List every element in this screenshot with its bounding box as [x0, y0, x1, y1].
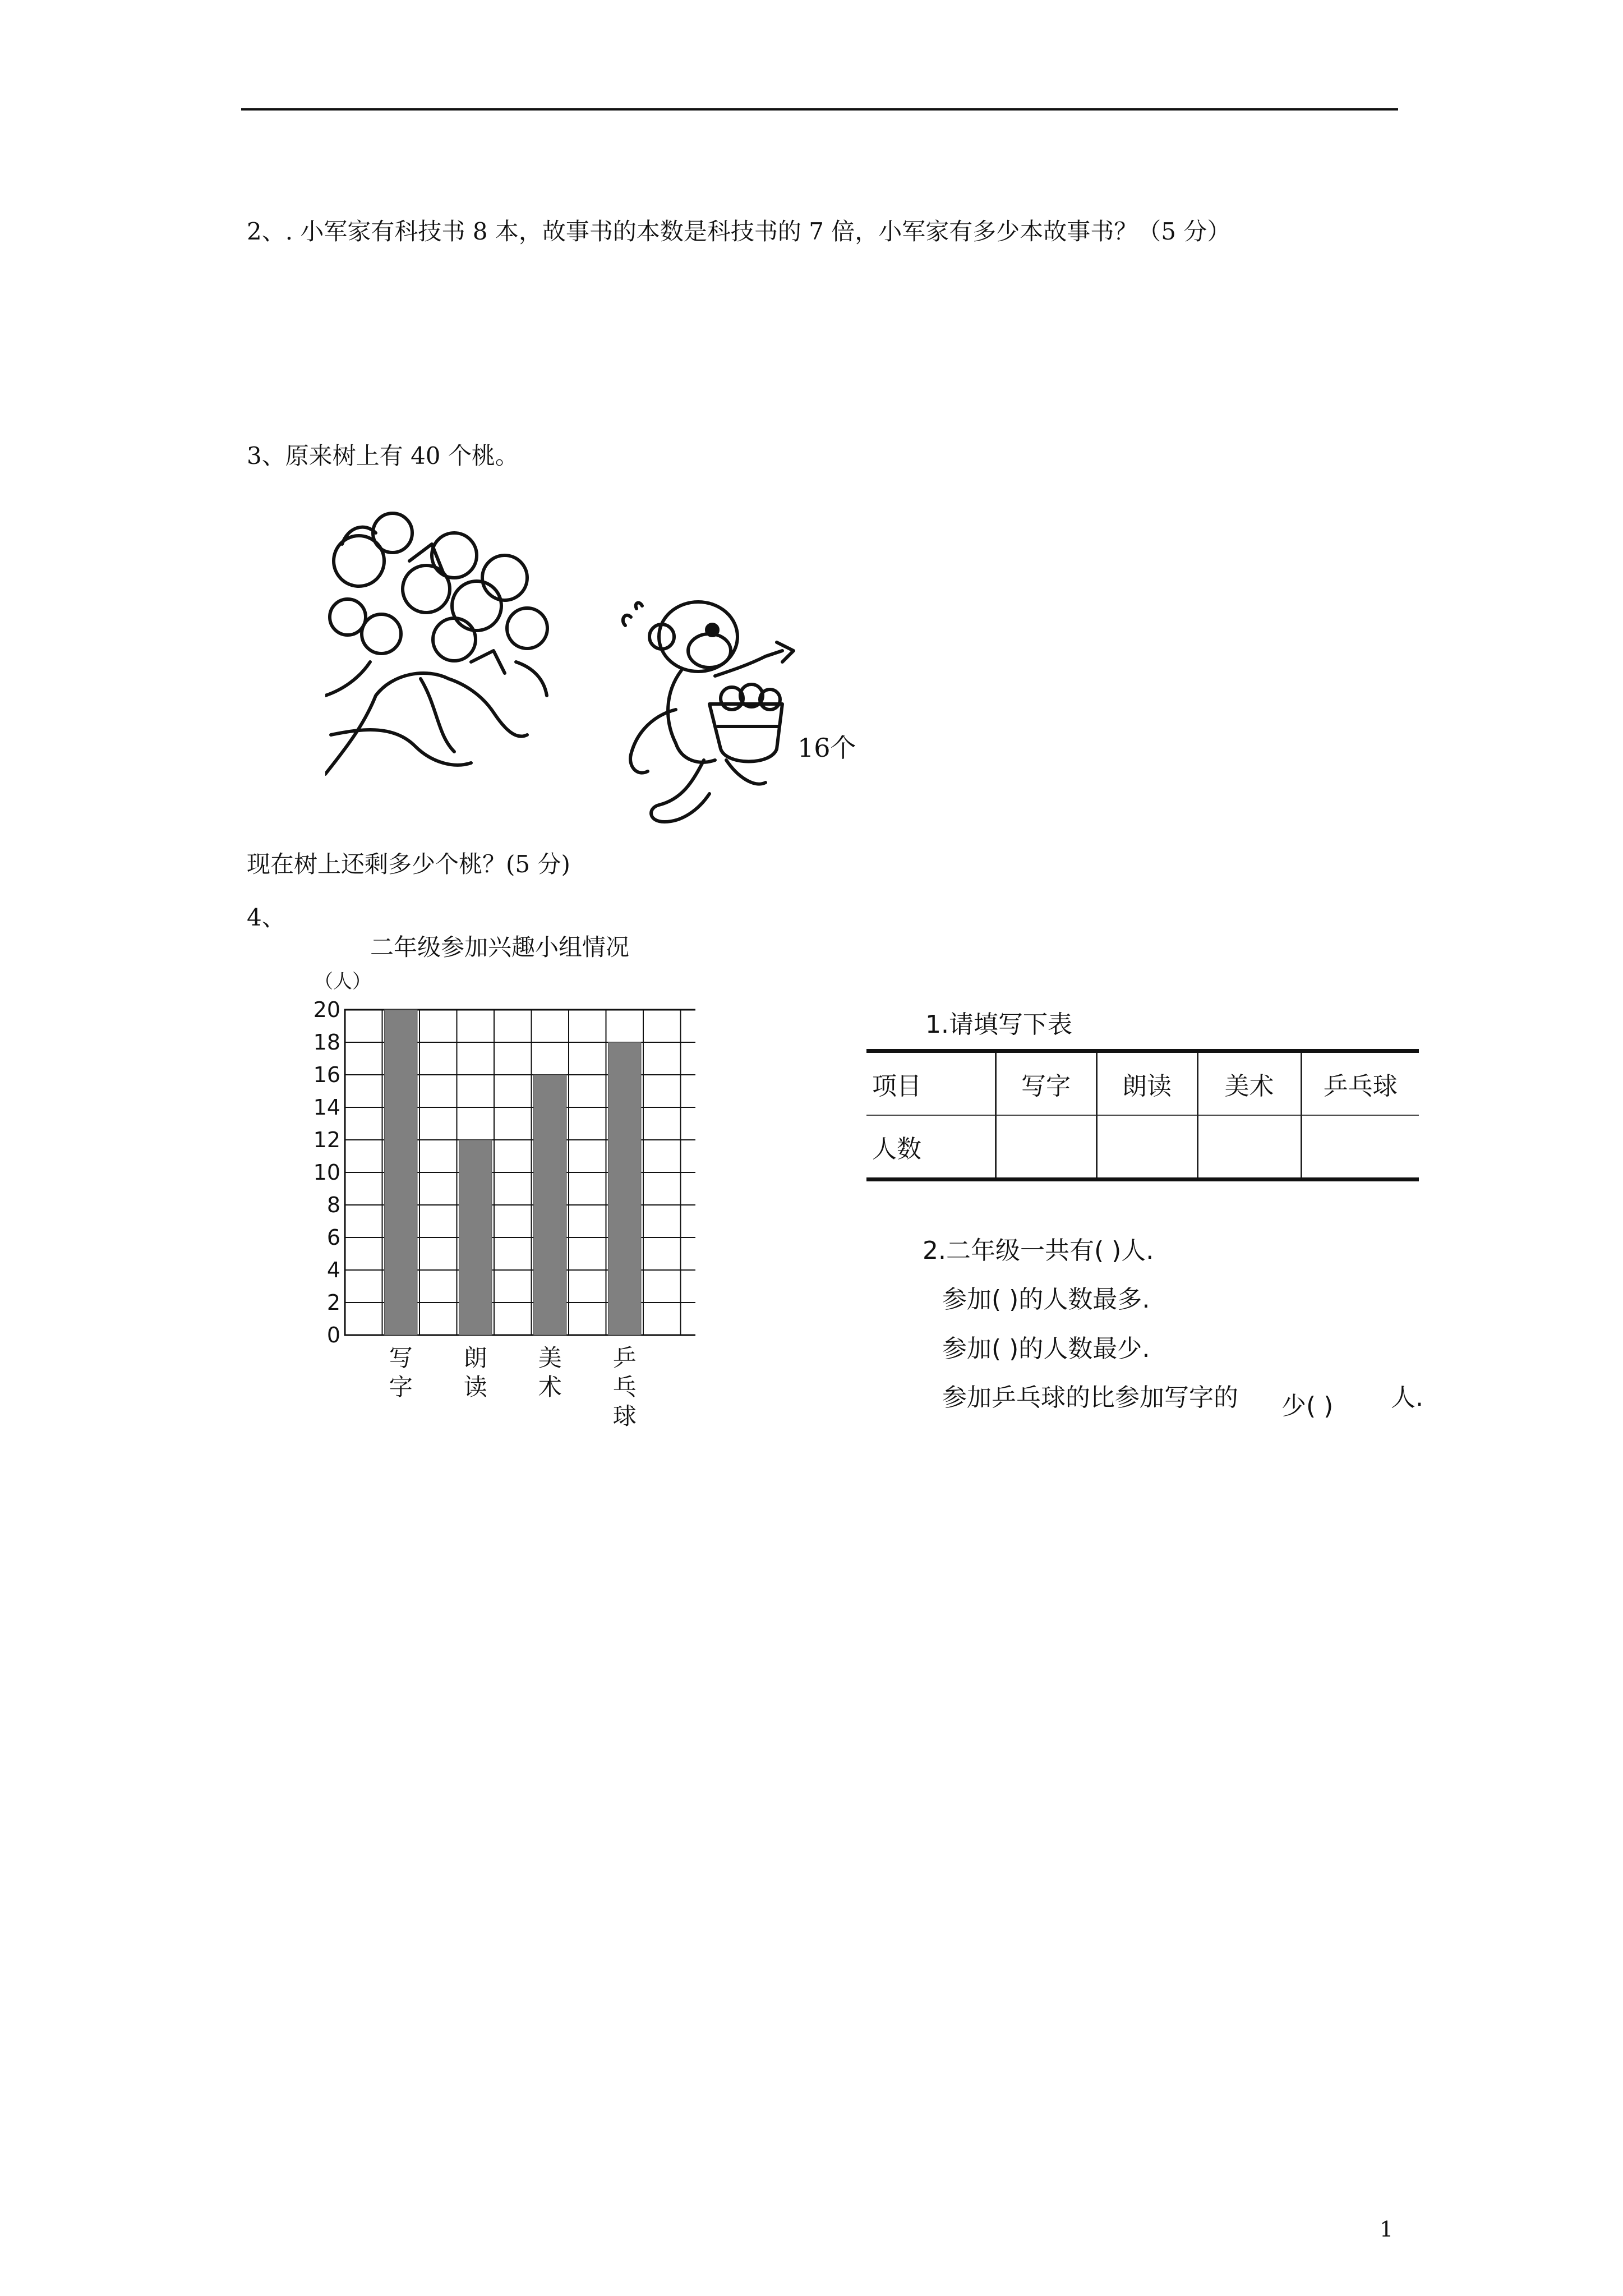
- x-category-label: [613, 1344, 637, 1430]
- picked-count-label: 16个: [797, 733, 856, 763]
- fill-line-compare-part1: 参加乒乓球的比参加写字的: [942, 1383, 1238, 1412]
- table-instruction: 1.请填写下表: [925, 1010, 1072, 1039]
- bar-美术: [534, 1075, 567, 1335]
- x-category-char: 读: [463, 1373, 487, 1401]
- question-3-text: 3、原来树上有 40 个桃。: [247, 442, 519, 470]
- table-header-row: [866, 1051, 1419, 1116]
- bar-chart: [292, 987, 695, 1470]
- fill-line-least: 参加( )的人数最少.: [942, 1335, 1150, 1363]
- y-tick-label: 4: [326, 1258, 340, 1282]
- x-category-label: [464, 1344, 487, 1401]
- bar-写字: [385, 1010, 418, 1335]
- question-3-prompt: 现在树上还剩多少个桃？(5 分): [247, 850, 570, 878]
- x-category-char: 球: [612, 1402, 637, 1430]
- y-tick-label: 2: [326, 1290, 340, 1315]
- monkey-with-basket-illustration: [614, 597, 816, 827]
- table-header-cell: 写字: [995, 1051, 1096, 1116]
- answer-cell[interactable]: [1197, 1115, 1301, 1180]
- y-tick-label: 18: [313, 1030, 340, 1055]
- x-category-char: 乓: [612, 1373, 637, 1401]
- x-category-char: 美: [538, 1344, 562, 1372]
- table-answer-row: [866, 1115, 1419, 1180]
- fill-line-compare-part2: 少( ): [1281, 1392, 1334, 1420]
- fill-line-most: 参加( )的人数最多.: [942, 1285, 1150, 1314]
- x-category-char: 朗: [463, 1344, 487, 1372]
- x-category-label: [538, 1344, 562, 1401]
- bar-乒乓球: [608, 1042, 642, 1335]
- page-number: 1: [1380, 2217, 1394, 2242]
- header-rule: [241, 108, 1398, 111]
- y-tick-label: 14: [313, 1095, 340, 1120]
- y-tick-label: 16: [313, 1062, 340, 1087]
- y-tick-label: 12: [313, 1128, 340, 1152]
- fill-line-total: 2.二年级一共有( )人.: [923, 1236, 1154, 1265]
- y-tick-label: 20: [313, 997, 340, 1022]
- chart-title: 二年级参加兴趣小组情况: [370, 933, 630, 961]
- fill-line-compare-part3: 人.: [1391, 1383, 1423, 1412]
- question-4-number: 4、: [247, 904, 285, 931]
- y-axis-unit-label: （人）: [314, 970, 371, 993]
- answer-cell[interactable]: [1096, 1115, 1197, 1180]
- table-header-cell: 美术: [1197, 1051, 1301, 1116]
- table-header-cell: 项目: [866, 1051, 995, 1116]
- x-category-char: 字: [389, 1373, 413, 1401]
- answer-cell[interactable]: [995, 1115, 1096, 1180]
- y-tick-label: 6: [326, 1225, 340, 1250]
- x-category-label: [389, 1344, 413, 1401]
- y-tick-label: 0: [326, 1323, 340, 1347]
- x-category-char: 术: [538, 1373, 562, 1401]
- answer-cell[interactable]: [1301, 1115, 1419, 1180]
- fill-table: [866, 1049, 1419, 1181]
- table-header-cell: 乒乓球: [1301, 1051, 1419, 1116]
- x-category-char: 写: [389, 1344, 413, 1372]
- table-row-label: 人数: [866, 1115, 995, 1180]
- y-tick-label: 8: [326, 1193, 340, 1217]
- bar-朗读: [459, 1140, 492, 1335]
- peach-tree-illustration: [325, 510, 561, 780]
- x-category-char: 乒: [612, 1344, 637, 1372]
- y-tick-label: 10: [313, 1160, 340, 1185]
- table-header-cell: 朗读: [1096, 1051, 1197, 1116]
- question-2: 2、. 小军家有科技书 8 本，故事书的本数是科技书的 7 倍，小军家有多少本故事书？（5 分）: [247, 218, 1231, 245]
